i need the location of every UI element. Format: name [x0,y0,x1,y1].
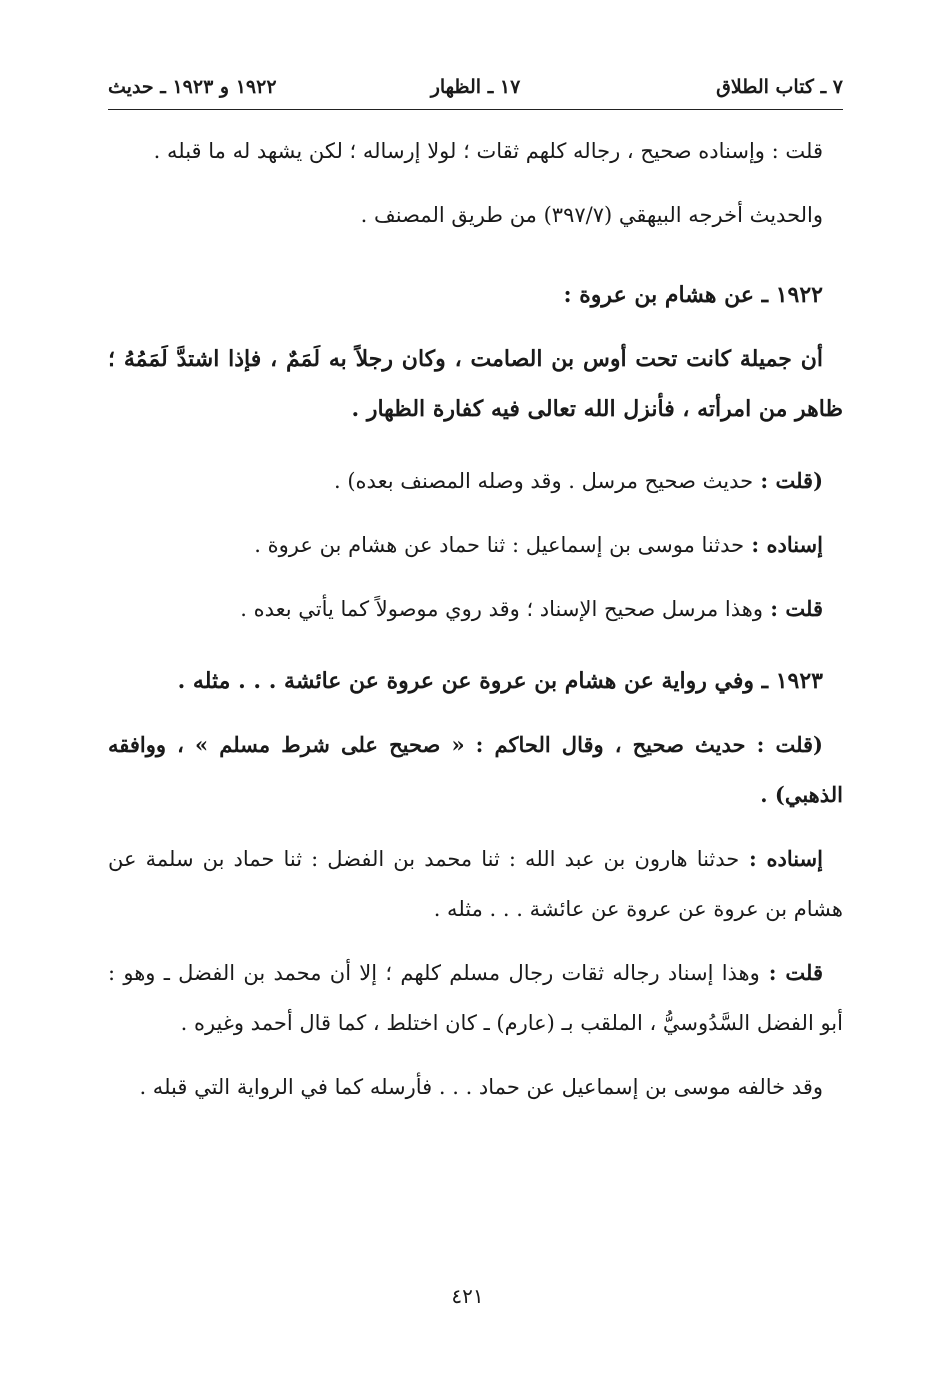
isnad-label: إسناده : [744,532,823,557]
grading-label: (قلت : [745,732,823,757]
grading-paragraph-1923 [108,720,843,820]
hadith-1922-heading: ١٩٢٢ ـ عن هشام بن عروة : [563,282,823,308]
closing-paragraph: وقد خالفه موسى بن إسماعيل عن حماد . . . فأرسله كما في الرواية التي قبله . [139,1075,823,1099]
note-text: وهذا مرسل صحيح الإسناد ؛ وقد روي موصولاً كما يأتي بعده . [240,597,763,621]
note-label: قلت : [759,960,823,985]
isnad-paragraph-1922 [108,520,843,570]
note-label: قلت : [763,596,823,621]
header-divider [108,109,843,110]
header-book-title: ٧ ـ كتاب الطلاق [716,76,843,98]
hadith-1923-heading: ١٩٢٣ ـ وفي رواية عن هشام بن عروة عن عروة عن عائشة . . . مثله . [177,668,823,694]
isnad-label: إسناده : [739,846,823,871]
hadith-1922-text: أن جميلة كانت تحت أوس بن الصامت ، وكان رجلاً به لَمَمٌ ، فإذا اشتدَّ لَمَمُهُ ؛ ظاهر من امرأته ، فأنزل الله تعالى فيه كفارة الظهار . [108,346,843,422]
grading-text: حديث صحيح ، وقال الحاكم : « صحيح على شرط مسلم » ، ووافقه الذهبي) . [108,732,843,807]
page-number: ٤٢١ [451,1284,484,1308]
isnad-text: حدثنا موسى بن إسماعيل : ثنا حماد عن هشام بن عروة . [254,533,745,557]
takhrij-paragraph: والحديث أخرجه البيهقي (٣٩٧/٧) من طريق المصنف . [360,203,823,227]
note-paragraph-1922 [108,584,843,634]
grading-paragraph-1922 [108,456,843,506]
page-body [108,126,843,1112]
commentary-paragraph: قلت : وإسناده صحيح ، رجاله كلهم ثقات ؛ لولا إرساله ؛ لكن يشهد له ما قبله . [153,139,823,163]
grading-text: حديث صحيح مرسل . وقد وصله المصنف بعده) . [334,469,754,493]
running-header [108,68,843,108]
header-hadith-range: ١٩٢٢ و ١٩٢٣ ـ حديث [108,76,277,98]
isnad-text: حدثنا هارون بن عبد الله : ثنا محمد بن الفضل : ثنا حماد بن سلمة عن هشام بن عروة عن عروة عن عائشة . . . مثله . [108,847,843,921]
isnad-paragraph-1923 [108,834,843,934]
note-paragraph-1923 [108,948,843,1048]
header-chapter-title: ١٧ ـ الظهار [430,76,521,98]
grading-label: (قلت : [753,468,823,493]
note-text: وهذا إسناد رجاله ثقات رجال مسلم كلهم ؛ إلا أن محمد بن الفضل ـ وهو : أبو الفضل السَّدُوسيُّ ، الملقب بـ (عارم) ـ كان اختلط ، كما قال أحمد وغيره . [108,961,843,1035]
